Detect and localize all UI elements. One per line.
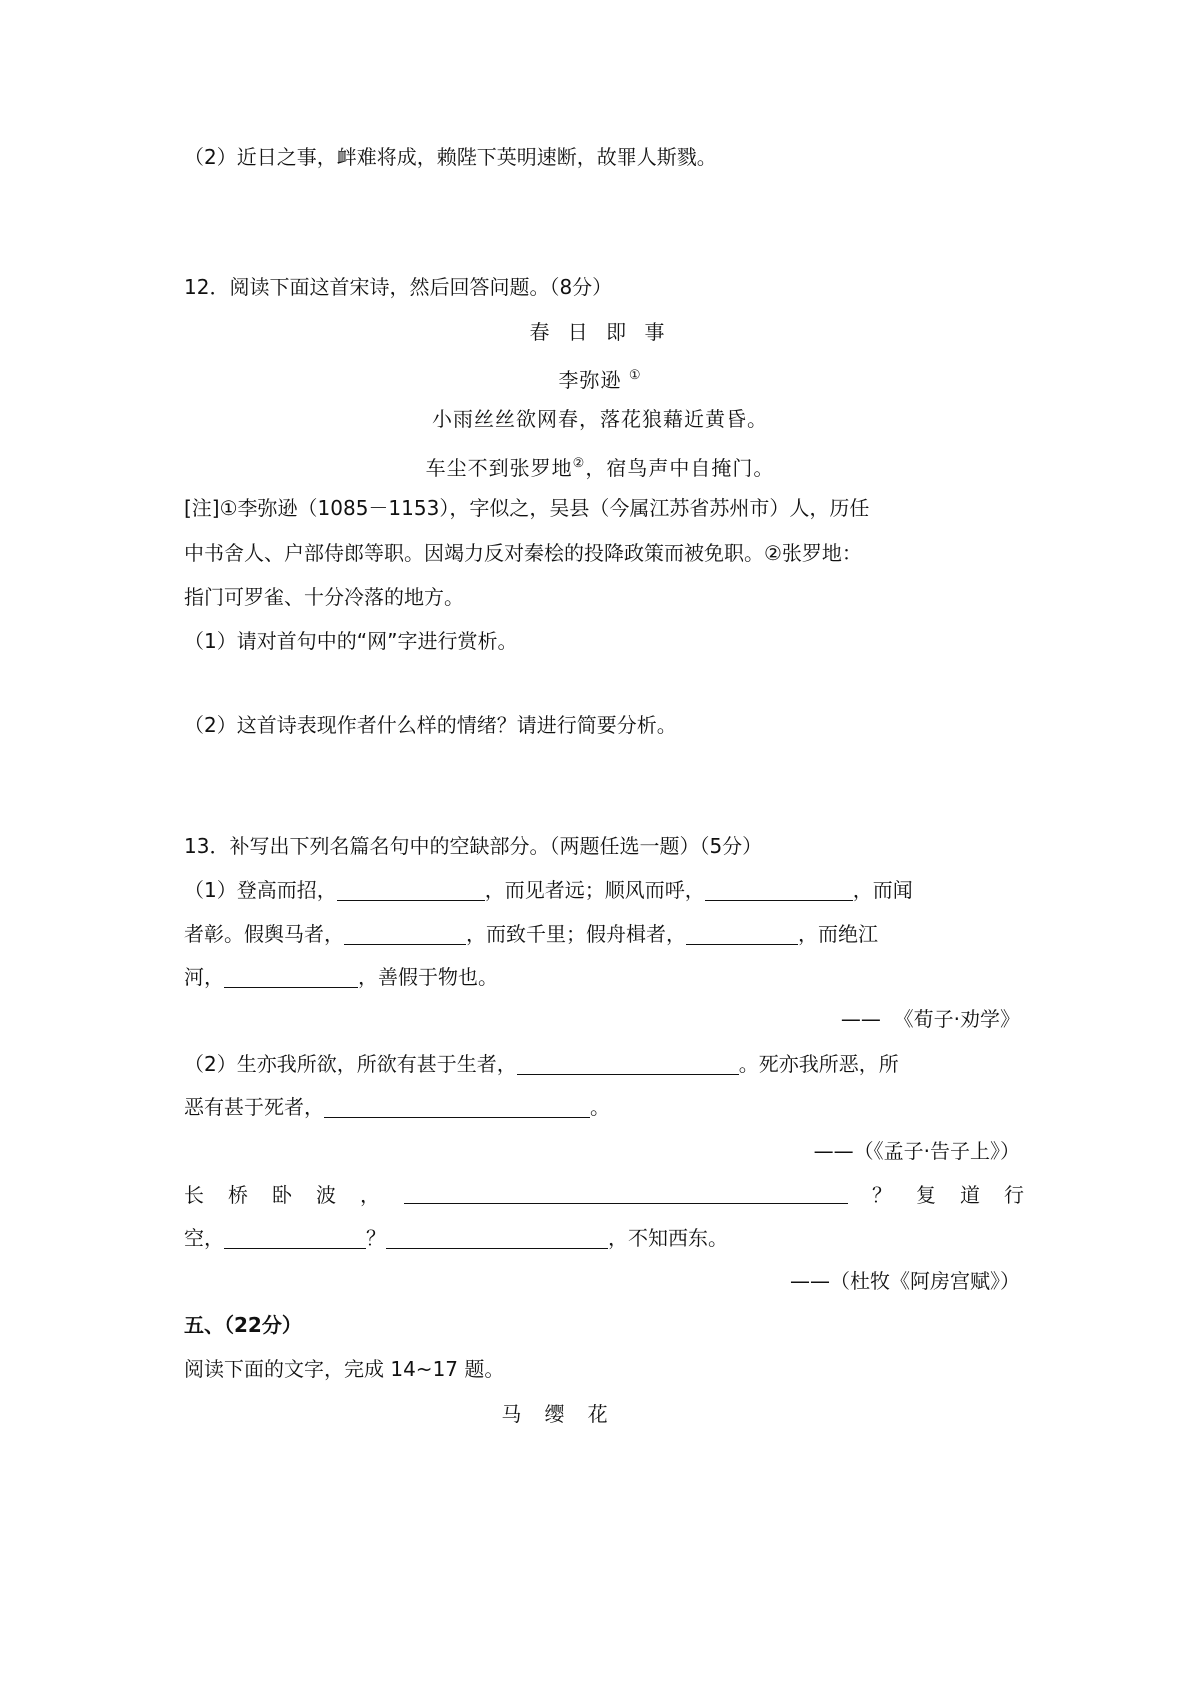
poem-author (0, 362, 1200, 394)
q12-note-line-3: 指门可罗雀、十分冷落的地方。 (184, 585, 464, 609)
author-note-mark: ① (628, 368, 642, 383)
char: 桥 (228, 1183, 248, 1207)
q12-item-1: （1）请对首句中的“网”字进行赏析。 (184, 629, 518, 653)
text: ，而绝江 (798, 922, 878, 946)
q13-p3-line-1 (184, 1181, 1024, 1209)
q13-p1-line-2 (184, 920, 878, 948)
answer-blank[interactable] (224, 1226, 366, 1249)
answer-blank[interactable] (705, 878, 853, 901)
poem-line-2 (0, 450, 1200, 482)
text: ，善假于物也。 (358, 965, 498, 989)
text: ，不知西东。 (608, 1226, 728, 1250)
q13-source-3: ——（杜牧《阿房宫赋》） (790, 1269, 1020, 1293)
answer-blank[interactable] (686, 922, 798, 945)
text: 恶有甚于死者， (184, 1095, 324, 1119)
q13-source-1: —— 《荀子·劝学》 (840, 1007, 1020, 1031)
section-5-heading: 五、（22分） (184, 1313, 302, 1337)
answer-blank[interactable] (344, 922, 466, 945)
answer-blank[interactable] (337, 878, 485, 901)
text: ？ (366, 1226, 386, 1250)
poem-line-1: 小雨丝丝欲网春，落花狼藉近黄昏。 (432, 407, 768, 431)
line2-note-mark: ② (572, 456, 586, 471)
article-title: 马 缨 花 (501, 1402, 609, 1426)
poem-line-2b: ，宿鸟声中自掩门。 (585, 456, 775, 480)
text: 者彰。假舆马者， (184, 922, 344, 946)
q13-p2-line-2 (184, 1093, 610, 1121)
poem-title: 春 日 即 事 (529, 320, 671, 344)
char: ， (360, 1183, 380, 1207)
answer-blank[interactable] (386, 1226, 608, 1249)
char: 复 (916, 1183, 936, 1207)
q13-stem: 13．补写出下列名篇名句中的空缺部分。（两题任选一题）（5分） (184, 834, 763, 858)
q13-p2-line-1 (184, 1050, 899, 1078)
text: （1）登高而招， (184, 878, 337, 902)
char: 长 (184, 1183, 204, 1207)
char: 行 (1004, 1183, 1024, 1207)
text: ，而见者远；顺风而呼， (484, 878, 705, 902)
text: （2）生亦我所欲，所欲有甚于生者， (184, 1052, 517, 1076)
char: 卧 (272, 1183, 292, 1207)
q13-p1-line-1 (184, 876, 913, 904)
q13-source-2: ——（《孟子·告子上》） (813, 1139, 1020, 1163)
text: ，而致千里；假舟楫者， (466, 922, 686, 946)
q12-note-line-2: 中书舍人、户部侍郎等职。因竭力反对秦桧的投降政策而被免职。②张罗地： (184, 541, 862, 565)
char: 波 (316, 1183, 336, 1207)
q12-stem: 12．阅读下面这首宋诗，然后回答问题。（8分） (184, 275, 613, 299)
char: ？ (872, 1183, 892, 1207)
answer-blank[interactable] (404, 1181, 848, 1204)
q12-item-2: （2）这首诗表现作者什么样的情绪？请进行简要分析。 (184, 713, 677, 737)
text: ，而闻 (852, 878, 913, 902)
poem-author-name: 李弥逊 (558, 368, 622, 392)
answer-blank[interactable] (517, 1052, 739, 1075)
q13-p1-line-3 (184, 963, 498, 991)
section-5-instruction: 阅读下面的文字，完成 14~17 题。 (184, 1357, 505, 1381)
text: 空， (184, 1226, 224, 1250)
char: 道 (960, 1183, 980, 1207)
answer-blank[interactable] (324, 1095, 590, 1118)
poem-line-2a: 车尘不到张罗地 (425, 456, 573, 480)
q11-item-2: （2）近日之事，衅难将成，赖陛下英明速断，故罪人斯戮。 (184, 145, 717, 169)
text: 。死亦我所恶，所 (738, 1052, 899, 1076)
q13-p3-line-2 (184, 1224, 728, 1252)
text: 。 (590, 1095, 610, 1119)
q12-note-line-1: [注]①李弥逊（1085－1153），字似之，吴县（今属江苏省苏州市）人，历任 (184, 496, 870, 520)
text: 河， (184, 965, 224, 989)
answer-blank[interactable] (224, 965, 358, 988)
